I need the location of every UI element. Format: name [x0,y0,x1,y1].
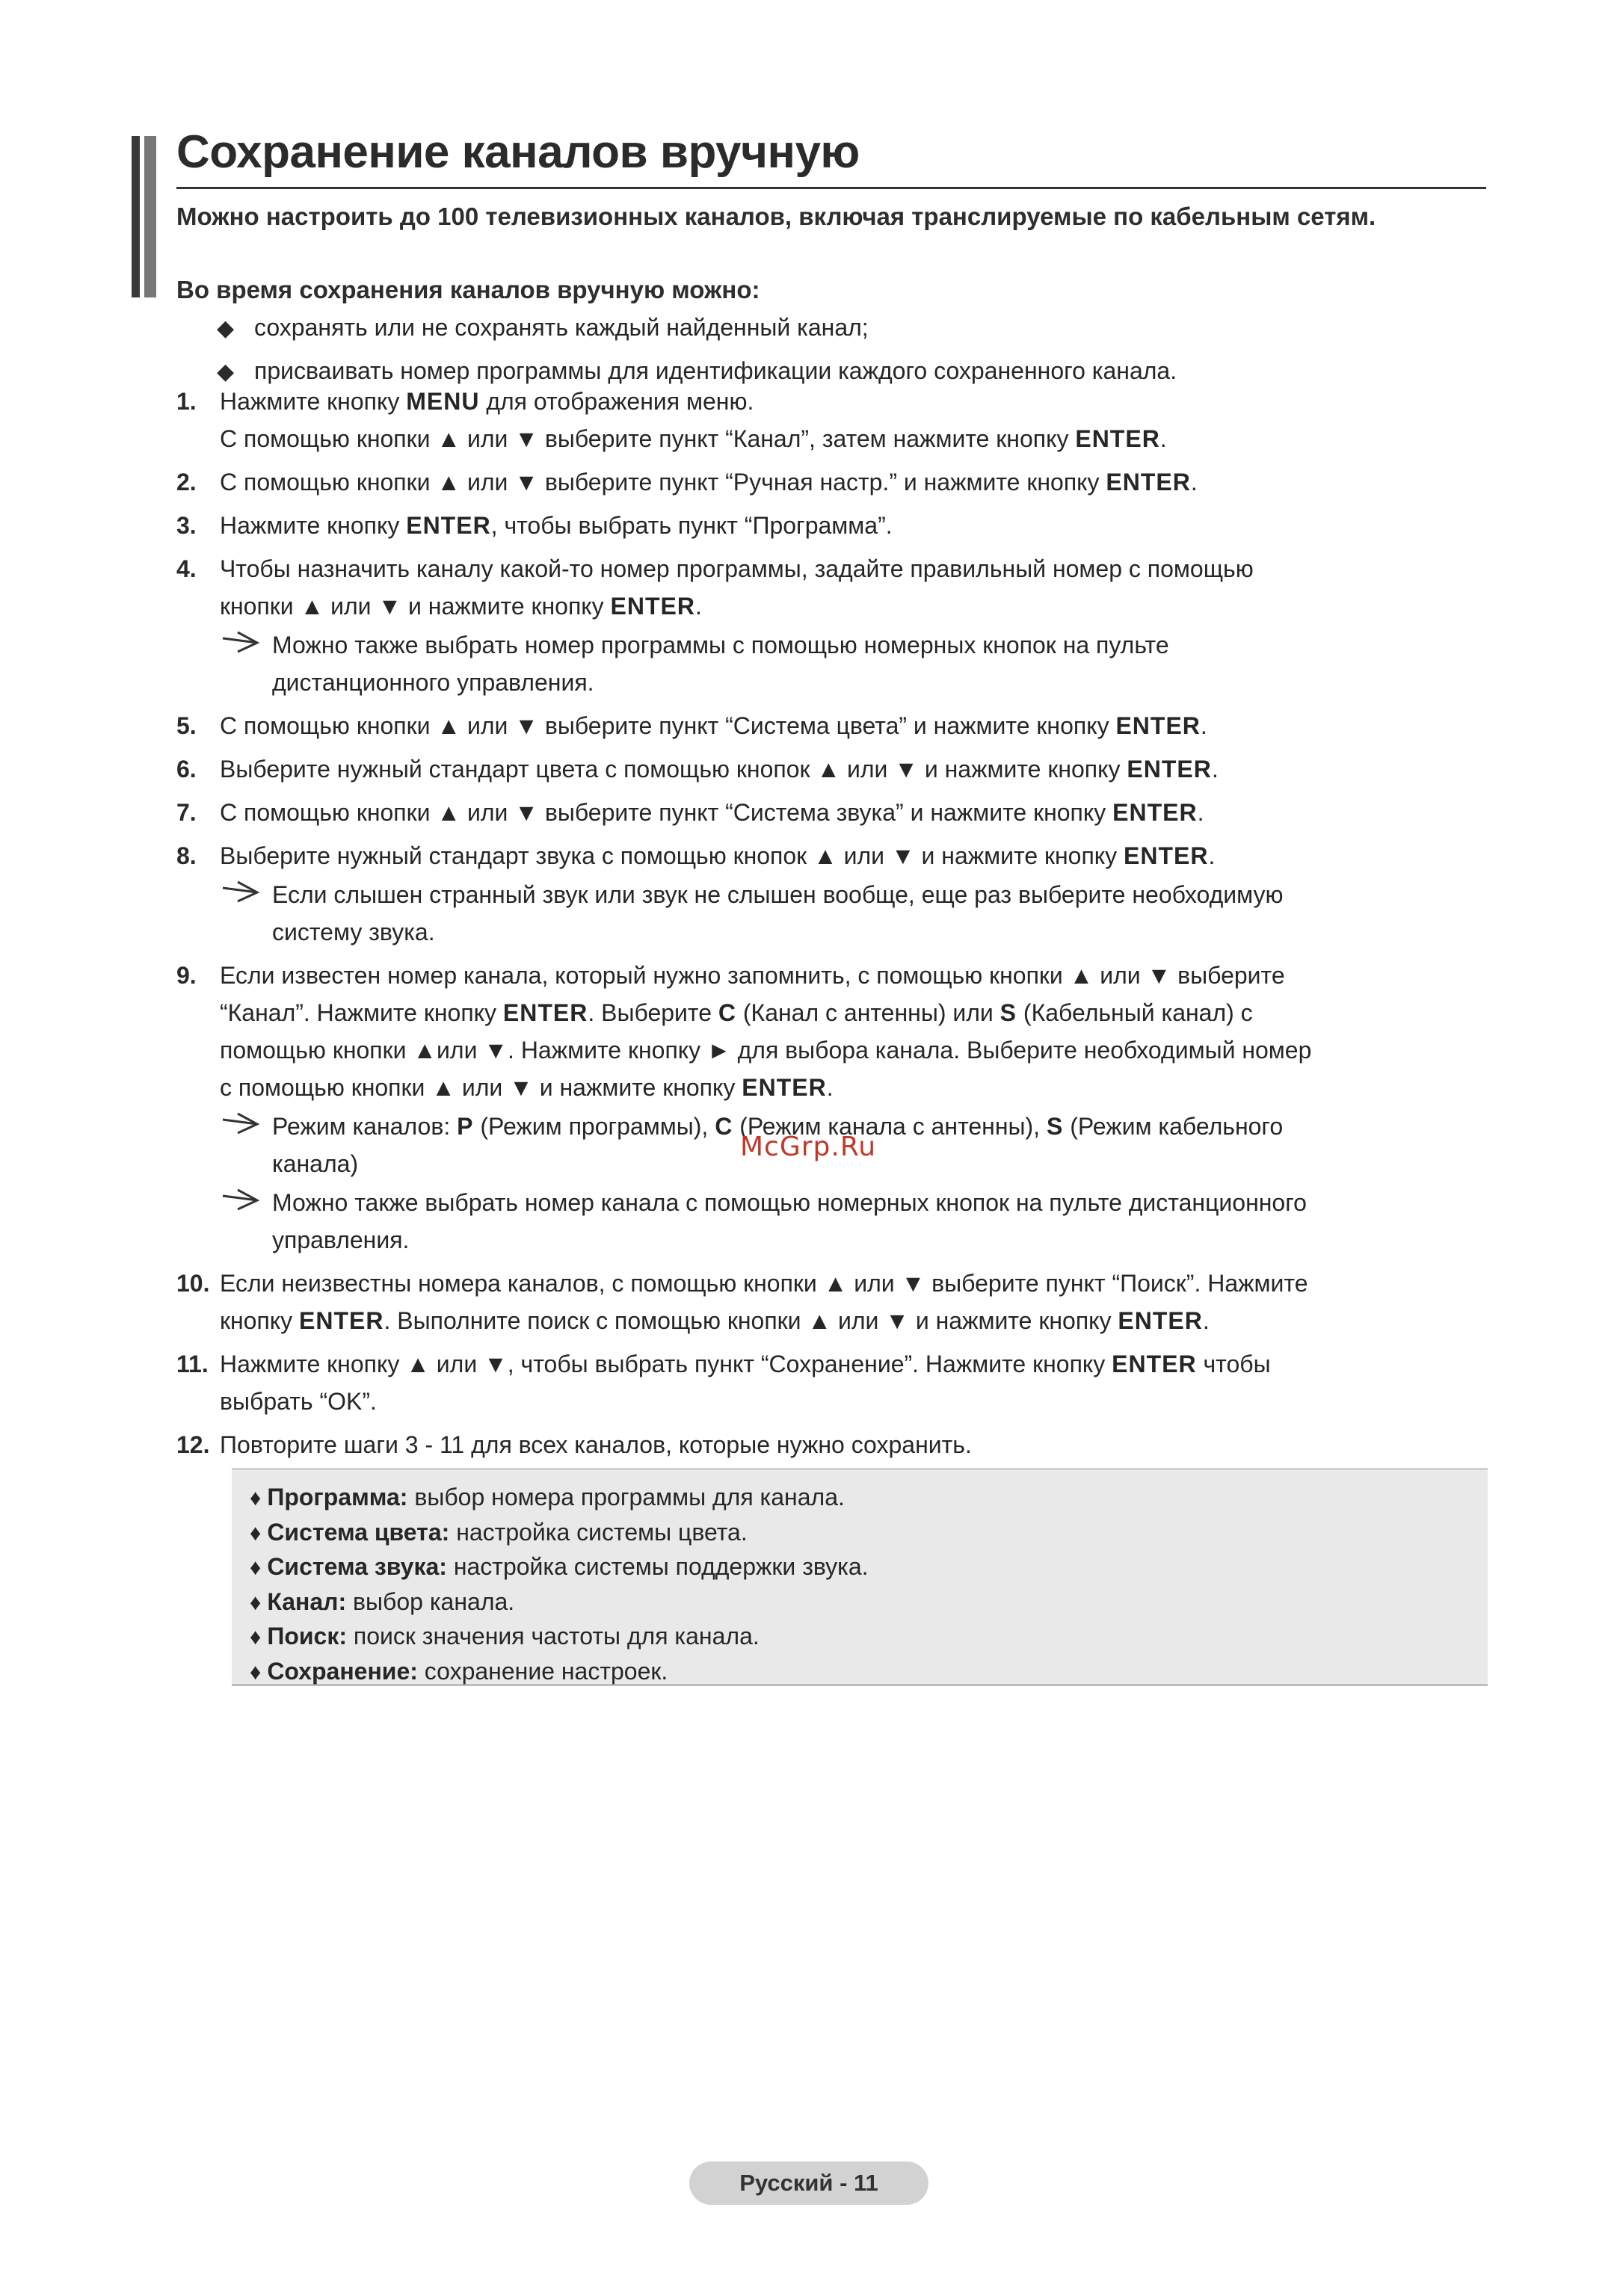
text-run: “Канал”. Нажмите кнопку [220,999,503,1026]
step-line [220,587,1492,625]
text-run: Если неизвестны номера каналов, с помощью кнопки ▲ или ▼ выберите пункт “Поиск”. Нажмите [220,1270,1308,1297]
text-run: С помощью кнопки ▲ или ▼ выберите пункт “Система звука” и нажмите кнопку [220,799,1113,826]
diamond-bullet-icon: ♦ [250,1520,262,1546]
text-run: . [1159,425,1167,452]
note-line [272,626,1492,664]
step-item [176,507,1492,544]
step-item [176,750,1492,788]
steps-list [176,383,1492,1469]
step-number: 2. [176,469,197,496]
note-line [272,1221,1492,1259]
step-number: 12. [176,1431,210,1458]
info-box-desc: сохранение настроек. [417,1657,668,1685]
info-box-term: Система звука: [267,1553,447,1580]
title-bar-dark [132,136,140,297]
text-run: канала) [272,1150,359,1177]
bullet-text: сохранять или не сохранять каждый найденный канал; [254,314,869,341]
text-run: (Режим кабельного [1063,1113,1284,1140]
diamond-bullet-icon: ♦ [250,1555,262,1580]
key-label: ENTER [1115,712,1201,739]
title-bar-grey [144,136,156,297]
text-run: кнопку [220,1307,300,1334]
key-label: ENTER [1106,469,1191,496]
step-line [220,1031,1492,1069]
text-run: Нажмите кнопку [220,388,407,415]
info-box-item [250,1550,869,1585]
key-label: S [1046,1113,1064,1140]
watermark-text: McGrp.Ru [740,1132,877,1162]
text-run: . [1208,842,1216,869]
text-run: (Режим программы), [473,1113,715,1140]
text-run: , чтобы выбрать пункт “Программа”. [490,512,893,539]
page-title: Сохранение каналов вручную [176,126,860,178]
text-run: систему звука. [272,919,435,945]
diamond-bullet-icon: ◆ [217,316,235,341]
step-number: 8. [176,842,197,869]
step-item [176,1345,1492,1420]
info-box-item [250,1655,869,1690]
info-box-term: Система цвета: [267,1518,450,1546]
bullet-item [217,306,1177,350]
step-line [220,463,1492,501]
text-run: Режим каналов: [272,1113,458,1140]
key-label: ENTER [1112,1351,1197,1377]
text-run: Нажмите кнопку [220,512,407,539]
step-number: 1. [176,388,197,415]
step-item [176,707,1492,744]
text-run: кнопки ▲ или ▼ и нажмите кнопку [220,593,611,620]
diamond-bullet-icon: ◆ [217,359,235,384]
text-run: (Канал с антенны) или [736,999,1000,1026]
key-label: ENTER [1124,842,1209,869]
step-line [220,1426,1492,1463]
note-arrow-icon [220,626,262,656]
text-run: Выберите нужный стандарт звука с помощью кнопок ▲ или ▼ и нажмите кнопку [220,842,1124,869]
info-box-item [250,1585,869,1620]
text-run: чтобы [1196,1351,1271,1377]
step-number: 7. [176,799,197,826]
text-run: управления. [272,1226,410,1253]
step-number: 11. [176,1351,209,1377]
info-box-desc: выбор номера программы для канала. [407,1484,845,1510]
text-run: Можно также выбрать номер программы с помощью номерных кнопок на пульте [272,632,1169,658]
text-run: С помощью кнопки ▲ или ▼ выберите пункт “Канал”, затем нажмите кнопку [220,425,1076,452]
key-label: ENTER [1075,425,1160,452]
key-label: C [718,999,736,1026]
text-run: Выберите нужный стандарт цвета с помощью кнопок ▲ или ▼ и нажмите кнопку [220,756,1127,783]
key-label: S [1000,999,1017,1026]
page-footer-label: Русский - 11 [689,2161,928,2205]
text-run: (Кабельный канал) с [1017,999,1253,1026]
text-run: для отображения меню. [479,388,754,415]
step-item [176,1265,1492,1339]
step-line [220,707,1492,744]
text-run: Если слышен странный звук или звук не слышен вообще, еще раз выберите необходимую [272,881,1284,908]
info-box-item [250,1620,869,1655]
step-line [220,383,1492,420]
note-line [272,1145,1492,1182]
step-line [220,1265,1492,1302]
diamond-bullet-icon: ♦ [250,1486,262,1510]
step-line [220,1302,1492,1339]
step-line [220,794,1492,831]
diamond-bullet-icon: ♦ [250,1659,262,1685]
text-run: с помощью кнопки ▲ или ▼ и нажмите кнопку [220,1074,742,1101]
note-arrow-icon [220,1108,262,1138]
title-divider [176,187,1486,189]
step-line [220,994,1492,1031]
info-box-item [250,1481,869,1516]
step-item [176,463,1492,501]
step-number: 4. [176,555,197,582]
step-number: 5. [176,712,197,739]
note-item [176,626,1492,701]
key-label: ENTER [742,1074,827,1101]
intro-text: Можно настроить до 100 телевизионных каналов, включая транслируемые по кабельным сетям. [176,203,1376,230]
step-line [220,750,1492,788]
info-box [232,1468,1488,1686]
key-label: ENTER [406,512,491,539]
subhead-text: Во время сохранения каналов вручную можно: [176,276,760,303]
info-box-term: Канал: [267,1587,347,1615]
step-line [220,1345,1492,1383]
text-run: . [1190,469,1198,496]
step-item [176,794,1492,831]
note-arrow-icon [220,1184,262,1214]
text-run: помощью кнопки ▲или ▼. Нажмите кнопку ► для выбора канала. Выберите необходимый номер [220,1037,1312,1064]
note-item [176,876,1492,951]
step-line [220,957,1492,994]
text-run: . [1200,712,1207,739]
step-item [176,383,1492,457]
text-run: (Режим канала с антенны), [733,1113,1047,1140]
text-run: С помощью кнопки ▲ или ▼ выберите пункт “Ручная настр.” и нажмите кнопку [220,469,1106,496]
title-accent-bars [132,136,157,297]
text-run: . Выполните поиск с помощью кнопки ▲ или ▼ и нажмите кнопку [384,1307,1118,1334]
key-label: ENTER [610,593,695,620]
text-run: . [1211,756,1219,783]
bullet-text: присваивать номер программы для идентификации каждого сохраненного канала. [254,357,1177,384]
step-number: 6. [176,756,197,783]
key-label: C [715,1113,733,1140]
step-number: 3. [176,512,197,539]
key-label: ENTER [1118,1307,1203,1334]
text-run: Если известен номер канала, который нужно запомнить, с помощью кнопки ▲ или ▼ выберите [220,962,1285,989]
text-run: дистанционного управления. [272,669,594,696]
step-line [220,837,1492,874]
key-label: P [457,1113,474,1140]
step-number: 9. [176,962,197,989]
step-line [220,1383,1492,1420]
text-run: выбрать “OK”. [220,1388,377,1415]
step-line [220,507,1492,544]
note-line [272,913,1492,951]
step-item [176,837,1492,951]
key-label: MENU [406,388,480,415]
step-item [176,1426,1492,1463]
info-box-list [250,1481,869,1689]
diamond-bullet-icon: ♦ [250,1590,262,1615]
note-arrow-icon [220,876,262,906]
info-box-desc: выбор канала. [346,1587,515,1615]
step-line [220,1069,1492,1106]
step-line [220,420,1492,457]
step-item [176,550,1492,701]
note-line [272,876,1492,913]
note-line [272,664,1492,701]
step-number: 10. [176,1270,210,1297]
note-line [272,1184,1492,1221]
text-run: . [826,1074,834,1101]
bullet-list [217,306,1177,393]
text-run: Чтобы назначить каналу какой-то номер программы, задайте правильный номер с помощью [220,555,1254,582]
info-box-desc: поиск значения частоты для канала. [347,1623,760,1650]
text-run: . [1197,799,1204,826]
info-box-desc: настройка системы цвета. [449,1518,748,1546]
info-box-term: Программа: [267,1484,408,1510]
text-run: Можно также выбрать номер канала с помощью номерных кнопок на пульте дистанционного [272,1189,1307,1216]
info-box-item [250,1516,869,1551]
text-run: Нажмите кнопку ▲ или ▼, чтобы выбрать пункт “Сохранение”. Нажмите кнопку [220,1351,1112,1377]
key-label: ENTER [1127,756,1212,783]
diamond-bullet-icon: ♦ [250,1625,262,1650]
step-item [176,957,1492,1259]
text-run: . [695,593,702,620]
step-line [220,550,1492,587]
text-run: Повторите шаги 3 - 11 для всех каналов, которые нужно сохранить. [220,1431,972,1458]
note-line [272,1108,1492,1145]
info-box-term: Поиск: [267,1623,347,1650]
key-label: ENTER [502,999,588,1026]
key-label: ENTER [1112,799,1198,826]
text-run: . Выберите [588,999,718,1026]
info-box-term: Сохранение: [267,1657,418,1685]
note-item [176,1184,1492,1259]
key-label: ENTER [299,1307,384,1334]
info-box-desc: настройка системы поддержки звука. [446,1553,869,1580]
text-run: С помощью кнопки ▲ или ▼ выберите пункт “Система цвета” и нажмите кнопку [220,712,1116,739]
text-run: . [1202,1307,1210,1334]
